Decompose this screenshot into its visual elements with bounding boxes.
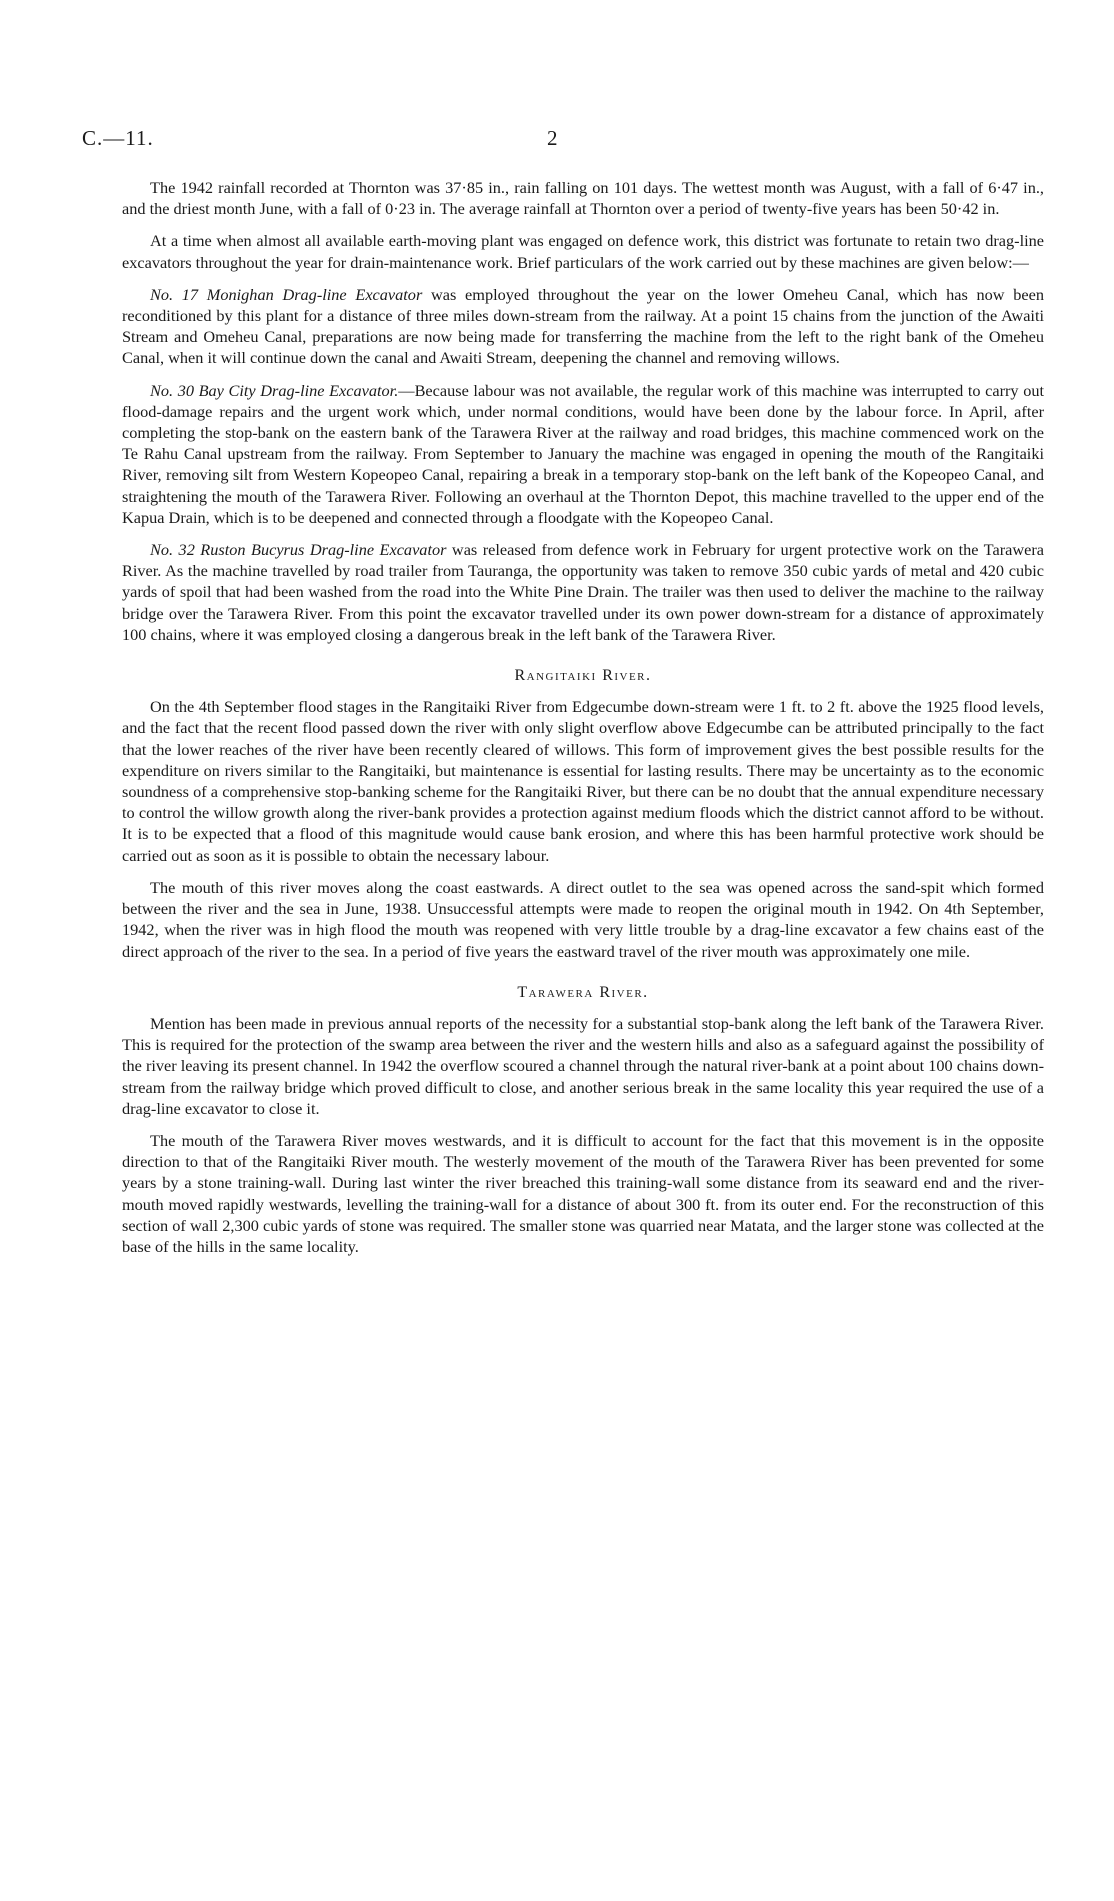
paragraph-excavator-32 bbox=[122, 539, 1044, 645]
paragraph-rangitaiki-flood: On the 4th September flood stages in the Rangitaiki River from Edgecumbe down-stream were 1 ft. to 2 ft. above the 1925 flood levels, and the fact that the recent flood passed down the river with only slight overflow above Edgecumbe can be attributed principally to the fact that the lower reaches of the river have been recently cleared of willows. This form of improvement gives the best possible results for the expenditure on rivers similar to the Rangitaiki, but maintenance is essential for lasting results. There may be uncertainty as to the economic soundness of a comprehensive stop-banking scheme for the Rangitaiki River, but there can be no doubt that the annual expenditure necessary to control the willow growth along the river-bank provides a protection against medium floods which the district cannot afford to be without. It is to be expected that a flood of this magnitude would cause bank erosion, and where this has been harmful protective work should be carried out as soon as it is possible to obtain the necessary labour. bbox=[122, 697, 1044, 865]
excavator-32-title: No. 32 Ruston Bucyrus Drag-line Excavator bbox=[150, 540, 447, 560]
paragraph-excavator-30 bbox=[122, 380, 1044, 528]
excavator-30-title: No. 30 Bay City Drag-line Excavator. bbox=[150, 380, 399, 400]
heading-rangitaiki-river: Rangitaiki River. bbox=[514, 667, 652, 685]
paragraph-rangitaiki-mouth: The mouth of this river moves along the coast eastwards. A direct outlet to the sea was opened across the sand-spit which formed between the river and the sea in June, 1938. Unsuccessful attempts were made to reopen the original mouth in 1942. On 4th September, 1942, when the river was in high flood the mouth was reopened with very little trouble by a drag-line excavator a few chains east of the direct approach of the river to the sea. In a period of five years the eastward travel of the river mouth was approximately one mile. bbox=[122, 877, 1044, 961]
excavator-32-text: was released from defence work in February for urgent protective work on the Tarawera River. As the machine travelled by road trailer from Tauranga, the opportunity was taken to remove 350 cubic yards of metal and 420 cubic yards of spoil that had been washed from the road into the White Pine Drain. The trailer was then used to deliver the machine to the railway bridge over the Tarawera River. From this point the excavator travelled under its own power down-stream for a distance of approximately 100 chains, where it was employed closing a dangerous break in the left bank of the Tarawera River. bbox=[122, 540, 1044, 644]
paragraph-excavator-17 bbox=[122, 284, 1044, 369]
page-number: 2 bbox=[547, 126, 558, 150]
document-body bbox=[122, 177, 1044, 1268]
excavator-30-text: —Because labour was not available, the regular work of this machine was interrupted to carry out flood-damage repairs and the urgent work which, under normal conditions, would have been done by the labour force. In April, after completing the stop-bank on the eastern bank of the Tarawera River at the railway and road bridges, this machine commenced work on the Te Rahu Canal upstream from the railway. From September to January the machine was engaged in opening the mouth of the Rangitaiki River, removing silt from Western Kopeopeo Canal, repairing a break in a temporary stop-bank on the left bank of the Kopeopeo Canal, and straightening the mouth of the Tarawera River. Following an overhaul at the Thornton Depot, this machine travelled to the upper end of the Kapua Drain, which is to be deepened and connected through a floodgate with the Kopeopeo Canal. bbox=[122, 380, 1044, 527]
paragraph-plant: At a time when almost all available earth-moving plant was engaged on defence work, this district was fortunate to retain two drag-line excavators throughout the year for drain-maintenance work. Brief particulars of the work carried out by these machines are given below:— bbox=[122, 231, 1044, 272]
document-reference: C.—11. bbox=[82, 126, 154, 150]
paragraph-tarawera-mouth: The mouth of the Tarawera River moves westwards, and it is difficult to account for the fact that this movement is in the opposite direction to that of the Rangitaiki River mouth. The westerly movement of the mouth of the Tarawera River has been prevented for some years by a stone training-wall. During last winter the river breached this training-wall some distance from its seaward end and the river-mouth moved rapidly westwards, levelling the training-wall for a distance of about 300 ft. from its outer end. For the reconstruction of this section of wall 2,300 cubic yards of stone was required. The smaller stone was quarried near Matata, and the larger stone was collected at the base of the hills in the same locality. bbox=[122, 1130, 1044, 1256]
heading-tarawera-river: Tarawera River. bbox=[517, 983, 649, 1001]
paragraph-tarawera-stopbank: Mention has been made in previous annual reports of the necessity for a substantial stop-bank along the left bank of the Tarawera River. This is required for the protection of the swamp area between the river and the western hills and also as a safeguard against the possibility of the river leaving its present channel. In 1942 the overflow scoured a channel through the natural river-bank at a point about 100 chains down-stream from the railway bridge which proved difficult to close, and another serious break in the same locality this year required the use of a drag-line excavator to close it. bbox=[122, 1013, 1044, 1118]
excavator-17-title: No. 17 Monighan Drag-line Excavator bbox=[150, 284, 423, 304]
paragraph-rainfall: The 1942 rainfall recorded at Thornton was 37·85 in., rain falling on 101 days. The wettest month was August, with a fall of 6·47 in., and the driest month June, with a fall of 0·23 in. The average rainfall at Thornton over a period of twenty-five years has been 50·42 in. bbox=[122, 178, 1044, 219]
excavator-17-text: was employed throughout the year on the lower Omeheu Canal, which has now been reconditioned by this plant for a distance of three miles down-stream from the railway. At a point 15 chains from the junction of the Awaiti Stream and Omeheu Canal, preparations are now being made for transferring the machine from the left to the right bank of the Omeheu Canal, when it will continue down the canal and Awaiti Stream, deepening the channel and removing willows. bbox=[122, 284, 1044, 368]
